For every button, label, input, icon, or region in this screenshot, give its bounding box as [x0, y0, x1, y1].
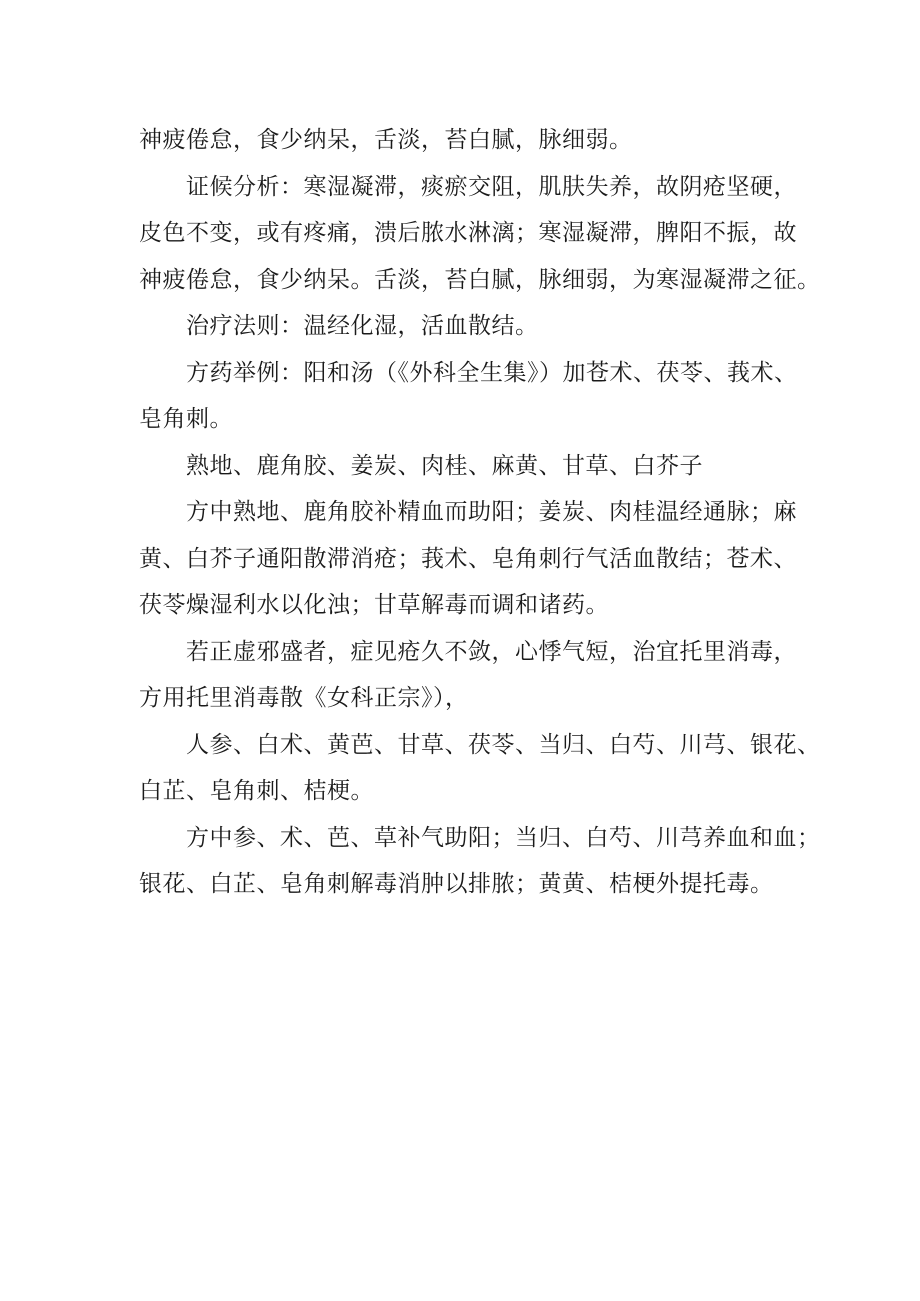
- text-line: 黄、白芥子通阳散滞消疮；莪术、皂角刺行气活血散结；苍术、: [139, 545, 797, 572]
- text-line: 白芷、皂角刺、桔梗。: [139, 778, 374, 804]
- text-line: 治疗法则：温经化湿，活血散结。: [186, 313, 539, 339]
- text-line: 方药举例：阳和汤（《外科全生集》）加苍术、茯苓、莪术、: [186, 359, 798, 386]
- text-line: 若正虚邪盛者，症见疮久不敛，心悸气短，治宜托里消毒，: [186, 638, 797, 665]
- text-line: 皂角刺。: [139, 406, 233, 432]
- text-line: 方中参、术、芭、草补气助阳；当归、白芍、川芎养血和血；: [186, 824, 821, 851]
- text-line: 熟地、鹿角胶、姜炭、肉桂、麻黄、甘草、白芥子: [186, 452, 703, 479]
- text-line: 人参、白术、黄芭、甘草、茯苓、当归、白芍、川芎、银花、: [186, 731, 821, 758]
- text-line: 方中熟地、鹿角胶补精血而助阳；姜炭、肉桂温经通脉；麻: [186, 499, 797, 525]
- text-line: 方用托里消毒散《女科正宗》），: [139, 685, 469, 711]
- text-line: 证候分析：寒湿凝滞，痰瘀交阻，肌肤失养，故阴疮坚硬，: [186, 173, 797, 200]
- text-line: 茯苓燥湿利水以化浊；甘草解毒而调和诸药。: [139, 592, 609, 618]
- text-line: 神疲倦怠，食少纳呆。舌淡，苔白腻，脉细弱，为寒湿凝滞之征。: [139, 266, 821, 293]
- text-line: 皮色不变，或有疼痛，溃后脓水淋漓；寒湿凝滞，脾阳不振，故: [139, 220, 797, 246]
- text-line: 银花、白芷、皂角刺解毒消肿以排脓；黄黄、桔梗外提托毒。: [139, 871, 774, 897]
- document-body: [139, 117, 821, 908]
- text-line: 神疲倦怠，食少纳呆，舌淡，苔白腻，脉细弱。: [139, 127, 633, 153]
